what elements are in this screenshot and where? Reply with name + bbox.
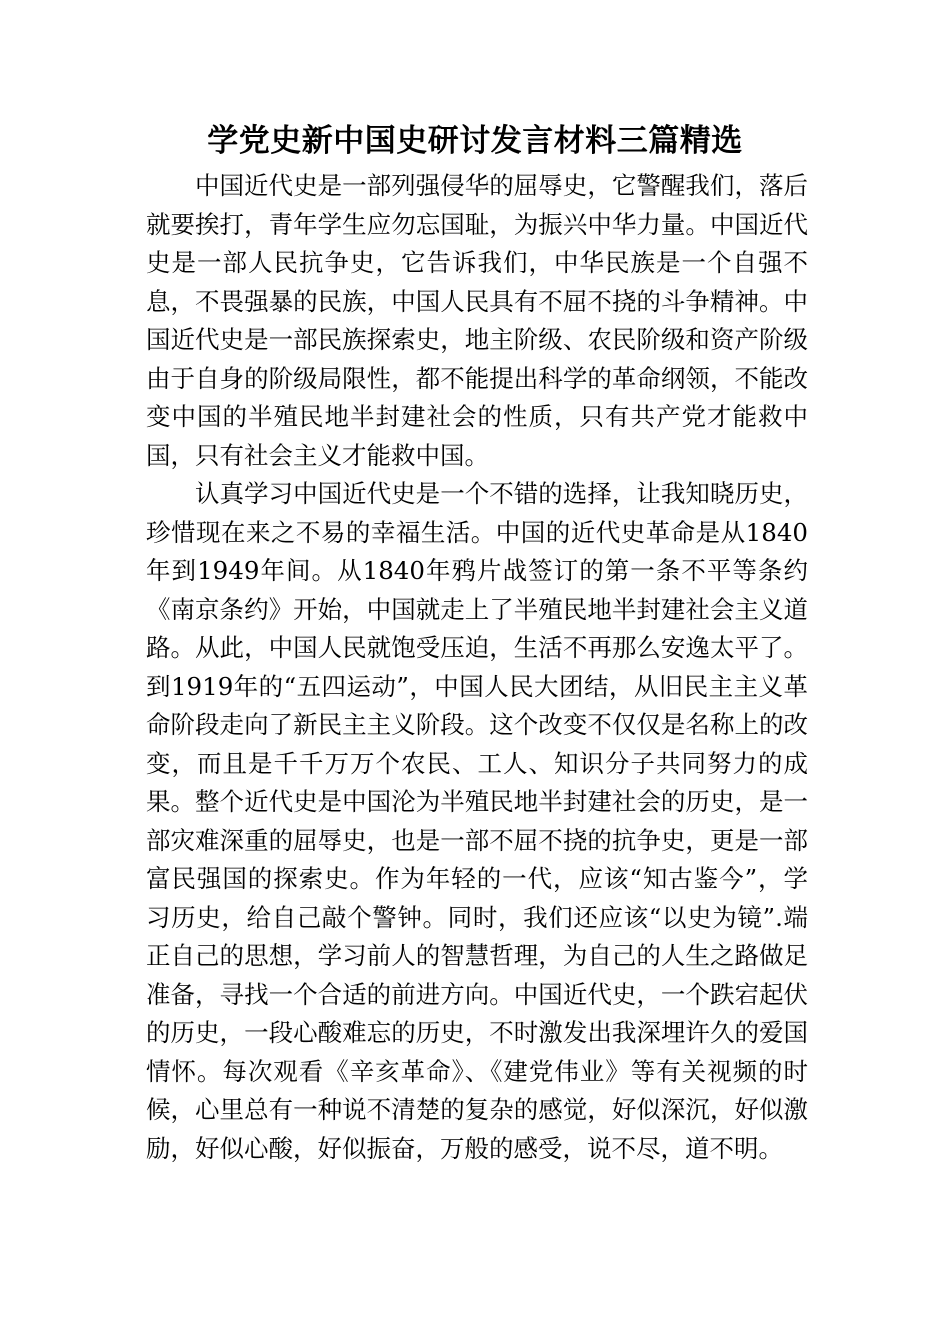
paragraph-2: 认真学习中国近代史是一个不错的选择，让我知晓历史，珍惜现在来之不易的幸福生活。中国的近代史革命是从1840年到1949年间。从1840年鸦片战签订的第一条不平等条约《南京条约》开始，中国就走上了半殖民地半封建社会主义道路。从此，中国人民就饱受压迫，生活不再那么安逸太平了。到1919年的“五四运动”，中国人民大团结，从旧民主主义革命阶段走向了新民主主义阶段。这个改变不仅仅是名称上的改变，而且是千千万万个农民、工人、知识分子共同努力的成果。整个近代史是中国沦为半殖民地半封建社会的历史，是一部灾难深重的屈辱史，也是一部不屈不挠的抗争史，更是一部富民强国的探索史。作为年轻的一代，应该“知古鉴今”，学习历史，给自己敲个警钟。同时，我们还应该“以史为镜”.端正自己的思想，学习前人的智慧哲理，为自己的人生之路做足准备，寻找一个合适的前进方向。中国近代史，一个跌宕起伏的历史，一段心酸难忘的历史，不时激发出我深埋许久的爱国情怀。每次观看《辛亥革命》、《建党伟业》等有关视频的时候，心里总有一种说不清楚的复杂的感觉，好似深沉，好似激励，好似心酸，好似振奋，万般的感受，说不尽，道不明。 (146, 479, 808, 1163)
paragraph-1: 中国近代史是一部列强侵华的屈辱史，它警醒我们，落后就要挨打，青年学生应勿忘国耻，为振兴中华力量。中国近代史是一部人民抗争史，它告诉我们，中华民族是一个自强不息，不畏强暴的民族，中国人民具有不屈不挠的斗争精神。中国近代史是一部民族探索史，地主阶级、农民阶级和资产阶级由于自身的阶级局限性，都不能提出科学的革命纲领，不能改变中国的半殖民地半封建社会的性质，只有共产党才能救中国，只有社会主义才能救中国。 (146, 171, 808, 470)
page-title: 学党史新中国史研讨发言材料三篇精选 (207, 123, 743, 159)
document-body (146, 167, 808, 1168)
